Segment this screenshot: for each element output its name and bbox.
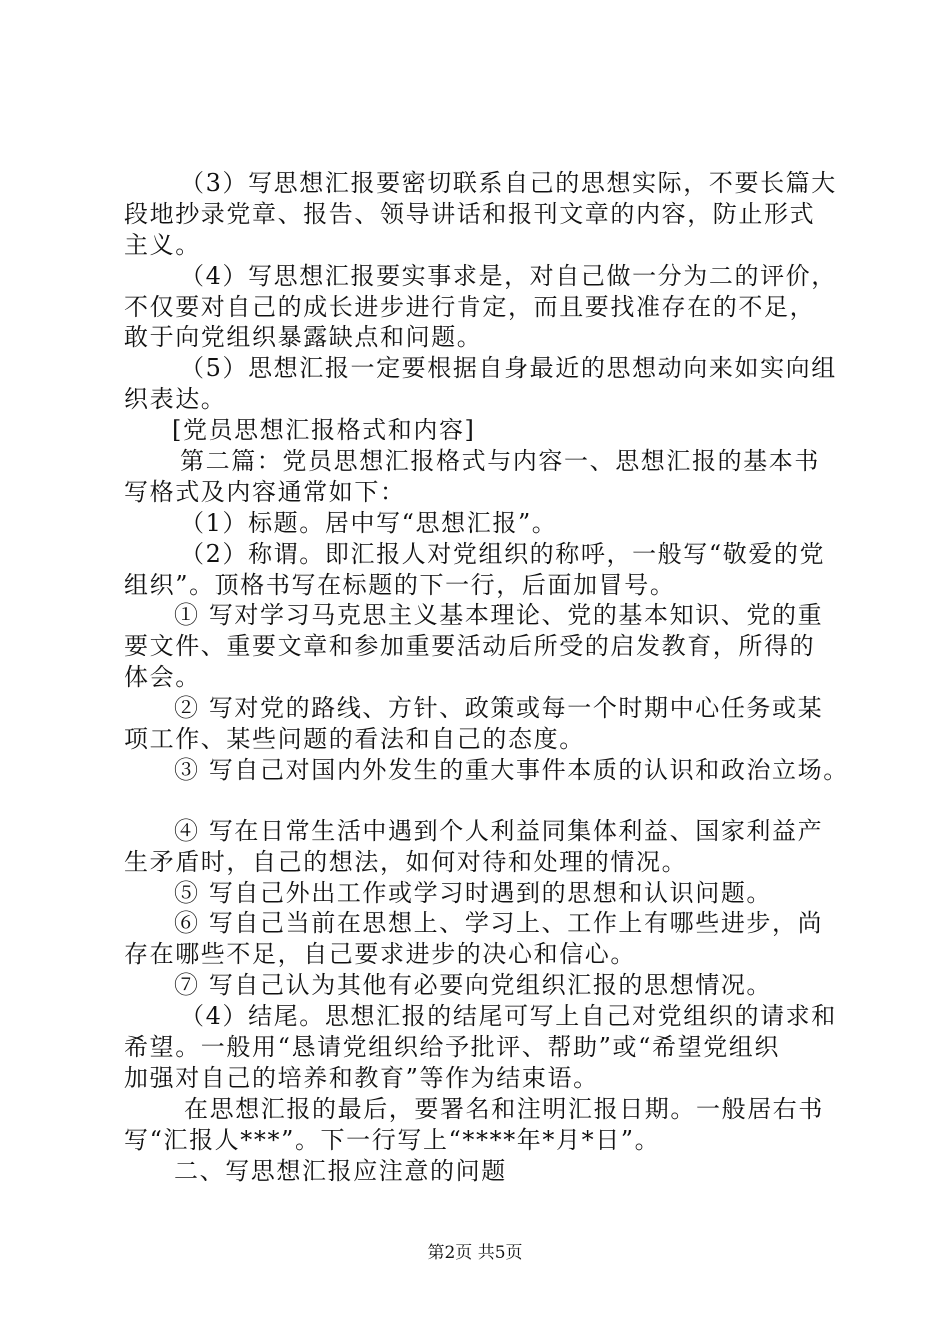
text-line: 存在哪些不足，自己要求进步的决心和信心。 bbox=[124, 940, 636, 969]
text-line: ⑦ 写自己认为其他有必要向党组织汇报的思想情况。 bbox=[174, 971, 773, 1000]
text-line: （5）思想汇报一定要根据自身最近的思想动向来如实向组 bbox=[180, 354, 837, 383]
text-line: ⑤ 写自己外出工作或学习时遇到的思想和认识问题。 bbox=[174, 878, 773, 907]
text-line: 段地抄录党章、报告、领导讲话和报刊文章的内容，防止形式 bbox=[124, 199, 816, 228]
text-line: [党员思想汇报格式和内容] bbox=[172, 416, 476, 445]
text-line: 在思想汇报的最后，要署名和注明汇报日期。一般居右书 bbox=[184, 1094, 824, 1123]
text-line: ④ 写在日常生活中遇到个人利益同集体利益、国家利益产 bbox=[174, 816, 824, 845]
text-line: 第二篇：党员思想汇报格式与内容一、思想汇报的基本书 bbox=[180, 447, 820, 476]
text-line: 写“汇报人***”。下一行写上“****年*月*日”。 bbox=[124, 1125, 661, 1154]
text-line: 组织”。顶格书写在标题的下一行，后面加冒号。 bbox=[124, 570, 676, 599]
text-line: ③ 写自己对国内外发生的重大事件本质的认识和政治立场。 bbox=[174, 755, 849, 784]
text-line: ② 写对党的路线、方针、政策或每一个时期中心任务或某 bbox=[174, 694, 824, 723]
text-line: 体会。 bbox=[124, 663, 201, 692]
text-line: 敢于向党组织暴露缺点和问题。 bbox=[124, 323, 483, 352]
text-line: （3）写思想汇报要密切联系自己的思想实际，不要长篇大 bbox=[180, 169, 837, 197]
text-line: （1）标题。居中写“思想汇报”。 bbox=[180, 508, 558, 537]
text-line: 希望。一般用“恳请党组织给予批评、帮助”或“希望党组织 bbox=[124, 1033, 781, 1062]
blank-line bbox=[124, 786, 839, 816]
text-line: 写格式及内容通常如下： bbox=[124, 477, 406, 506]
text-line: 项工作、某些问题的看法和自己的态度。 bbox=[124, 725, 585, 754]
text-line: （4）写思想汇报要实事求是，对自己做一分为二的评价， bbox=[180, 261, 837, 290]
text-line: 生矛盾时，自己的想法，如何对待和处理的情况。 bbox=[124, 847, 688, 876]
text-line: ① 写对学习马克思主义基本理论、党的基本知识、党的重 bbox=[174, 601, 824, 630]
page-footer: 第2页 共5页 bbox=[427, 1243, 523, 1263]
text-line: （4）结尾。思想汇报的结尾可写上自己对党组织的请求和 bbox=[180, 1002, 837, 1031]
document-body bbox=[124, 168, 849, 1187]
text-line: 加强对自己的培养和教育”等作为结束语。 bbox=[124, 1063, 599, 1092]
text-line: ⑥ 写自己当前在思想上、学习上、工作上有哪些进步，尚 bbox=[174, 909, 824, 938]
text-line: 二、写思想汇报应注意的问题 bbox=[174, 1156, 507, 1185]
text-line: （2）称谓。即汇报人对党组织的称呼，一般写“敬爱的党 bbox=[180, 539, 826, 568]
text-line: 织表达。 bbox=[124, 385, 227, 414]
text-line: 主义。 bbox=[124, 230, 201, 259]
text-line: 要文件、重要文章和参加重要活动后所受的启发教育，所得的 bbox=[124, 632, 816, 661]
text-line: 不仅要对自己的成长进步进行肯定，而且要找准存在的不足， bbox=[124, 292, 816, 321]
